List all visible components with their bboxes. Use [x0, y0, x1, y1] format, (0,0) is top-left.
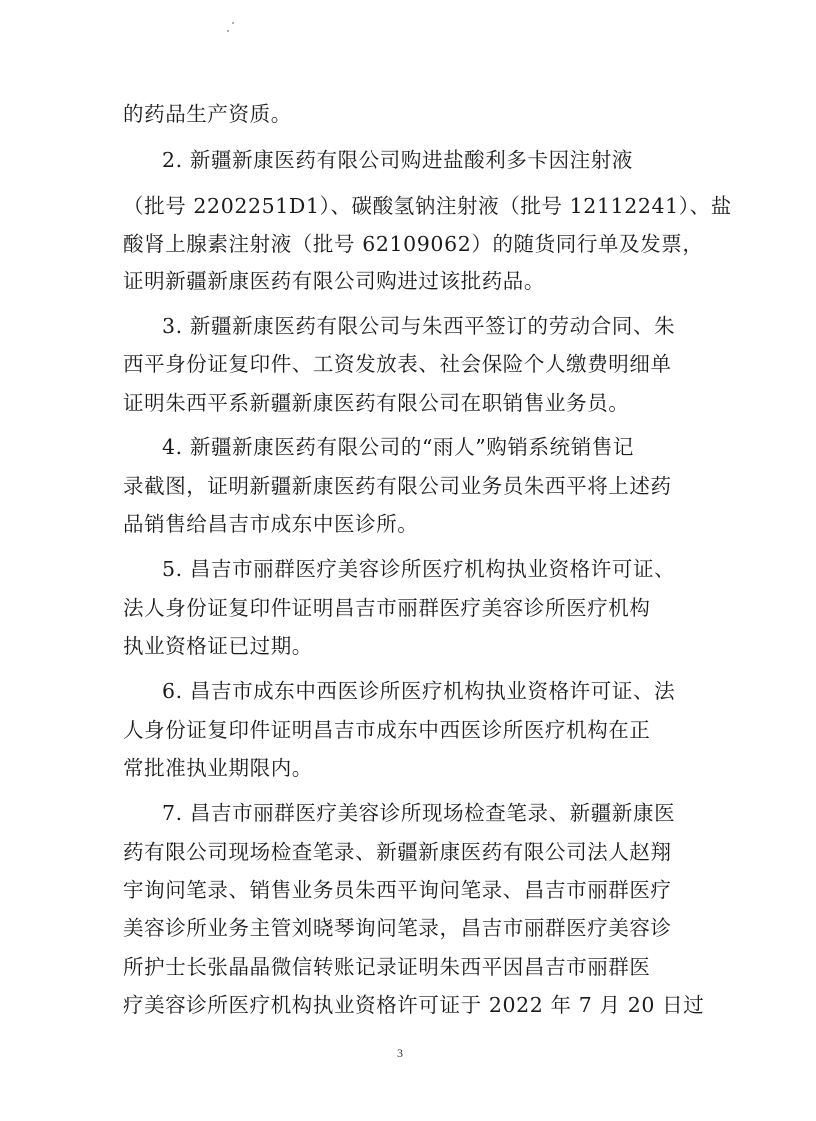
text-line: 疗美容诊所医疗机构执业资格许可证于 2022 年 7 月 20 日过 — [123, 993, 705, 1017]
scan-speck — [232, 22, 234, 24]
text-line: 人身份证复印件证明昌吉市成东中西医诊所医疗机构在正 — [123, 718, 651, 742]
text-line: 法人身份证复印件证明昌吉市丽群医疗美容诊所医疗机构 — [123, 596, 651, 620]
text-line: 执业资格证已过期。 — [123, 634, 313, 658]
text-line: 美容诊所业务主管刘晓琴询问笔录，昌吉市丽群医疗美容诊 — [123, 916, 672, 940]
text-line: 宇询问笔录、销售业务员朱西平询问笔录、昌吉市丽群医疗 — [123, 878, 672, 902]
text-line: （批号 2202251D1）、碳酸氢钠注射液（批号 12112241）、盐 — [123, 194, 732, 218]
text-line: 录截图，证明新疆新康医药有限公司业务员朱西平将上述药 — [123, 474, 672, 498]
text-line: 药有限公司现场检查笔录、新疆新康医药有限公司法人赵翔 — [123, 840, 672, 864]
text-line: 常批准执业期限内。 — [123, 756, 313, 780]
text-line: 证明新疆新康医药有限公司购进过该批药品。 — [123, 269, 545, 293]
text-line: 4. 新疆新康医药有限公司的“雨人”购销系统销售记 — [162, 435, 635, 459]
text-line: 5. 昌吉市丽群医疗美容诊所医疗机构执业资格许可证、 — [162, 557, 676, 581]
text-line: 的药品生产资质。 — [123, 102, 292, 126]
text-line: 3. 新疆新康医药有限公司与朱西平签订的劳动合同、朱 — [162, 314, 676, 338]
text-line: 所护士长张晶晶微信转账记录证明朱西平因昌吉市丽群医 — [123, 955, 651, 979]
text-line: 证明朱西平系新疆新康医药有限公司在职销售业务员。 — [123, 391, 630, 415]
page-number: 3 — [397, 1046, 403, 1060]
text-line: 西平身份证复印件、工资发放表、社会保险个人缴费明细单 — [123, 352, 672, 376]
text-line: 品销售给昌吉市成东中医诊所。 — [123, 512, 419, 536]
scan-speck — [227, 30, 229, 32]
text-line: 6. 昌吉市成东中西医诊所医疗机构执业资格许可证、法 — [162, 679, 676, 703]
text-line: 酸肾上腺素注射液（批号 62109062）的随货同行单及发票， — [123, 232, 704, 256]
text-line: 7. 昌吉市丽群医疗美容诊所现场检查笔录、新疆新康医 — [162, 801, 676, 825]
text-line: 2. 新疆新康医药有限公司购进盐酸利多卡因注射液 — [162, 148, 633, 172]
